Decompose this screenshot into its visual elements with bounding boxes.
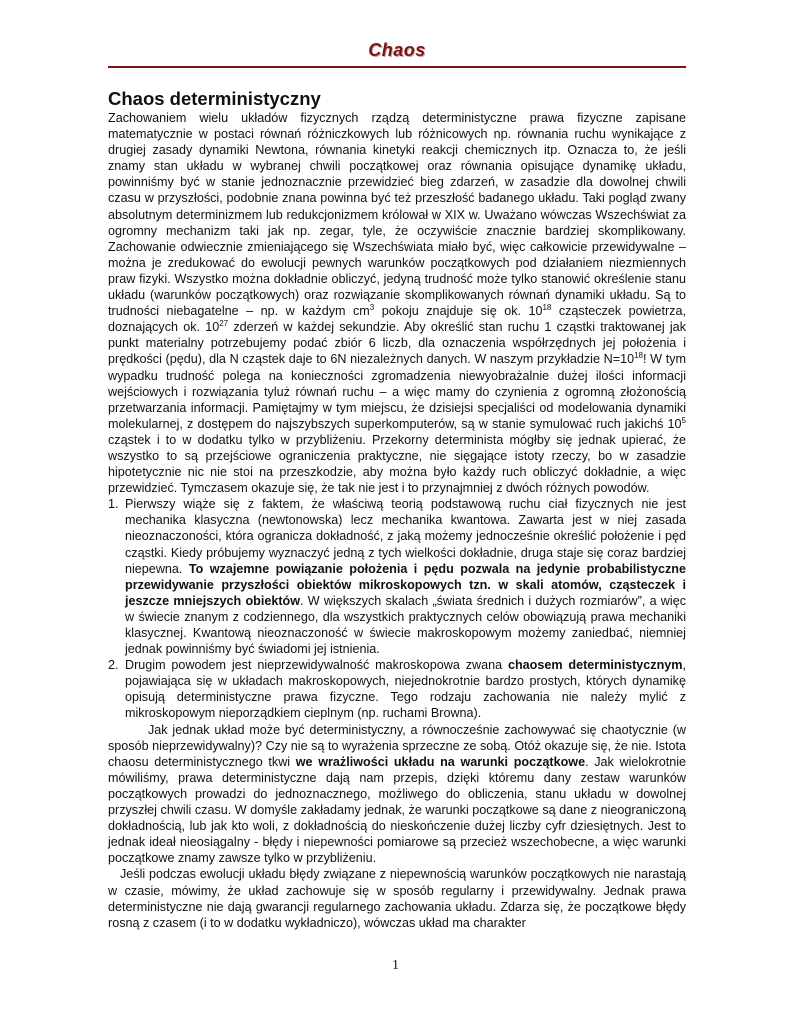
bold-text: To wzajemne powiązanie położenia i pędu pozwala na jedynie probabilistyczne przewidywanie przyszłości obiektów mikroskopowych tzn. w skali atomów, cząsteczek i jeszcze mniejszych obiektów	[125, 561, 686, 608]
paragraph-errors: Jeśli podczas ewolucji układu błędy związane z niepewnością warunków początkowych nie narastają w czasie, mówimy, że układ zachowuje się w sposób regularny i przewidywalny. Jednak prawa deterministyczne nie dają gwarancji regularnego zachowania układu. Zdarza się, że początkowe błędy rosną z czasem (i to w dodatku wykładniczo), wówczas układ ma charakter	[108, 867, 686, 930]
list-item	[108, 496, 686, 657]
header-title: Chaos	[368, 40, 426, 60]
text-run: . W większych skalach „świata średnich i dużych rozmiarów”, a więc w świecie znanym z codziennego, dla wszystkich praktycznych celów obowiązują prawa mechaniki klasycznej. Kwantową nieoznaczoność w świecie makroskopowym możemy zaniedbać, niemniej jednak powinniśmy być świadomi jej istnienia.	[125, 593, 687, 657]
header-rule	[108, 66, 686, 68]
superscript: 18	[634, 351, 643, 361]
text-run: ! W tym wypadku trudność polega na konieczności zgromadzenia niewyobrażalnie dużej ilości informacji wejściowych i rozwiązania tyluż równań ruchu – a więc mamy do czynienia z ogromną złożonością przetwarzania informacji. Pamiętajmy w tym miejscu, że dzisiejsi specjaliści od modelowania dynamiki molekularnej, z dostępem do najszybszych superkomputerów, są w stanie symulować ruch jakichś 10	[108, 352, 686, 431]
text-run: zderzeń w każdej sekundzie. Aby określić stan ruchu 1 cząstki traktowanej jak punkt materialny potrzebujemy podać zbiór 6 liczb, dla oznaczenia współrzędnych jej położenia i prędkości (pędu), dla N cząstek daje to 6N niezależnych danych. W naszym przykładzie N=10	[108, 320, 686, 367]
superscript: 27	[219, 319, 229, 329]
superscript: 18	[542, 302, 552, 312]
section-heading: Chaos deterministyczny	[108, 88, 321, 109]
paragraph-chaos	[108, 722, 686, 867]
bold-text: chaosem deterministycznym	[507, 658, 683, 673]
bold-text: we wrażliwości układu na warunki początkowe	[295, 754, 586, 769]
text-run: cząsteczek powietrza, doznających ok. 10	[108, 304, 686, 335]
text-run: Zachowaniem wielu układów fizycznych rządzą deterministyczne prawa fizyczne zapisane matematycznie w postaci równań różniczkowych lub różnicowych np. równania ruchu wynikające z drugiej zasady dynamiki Newtona, równania kinetyki reakcji chemicznych itp. Oznacza to, że jeśli znamy stan układu w wybranej chwili początkowej oraz równania opisujące dynamikę układu, powinniśmy być w stanie jednoznacznie przewidzieć bieg zdarzeń, w zasadzie dla dowolnej chwili czasu w przyszłości, podobnie znana powinna być też przeszłość badanego układu. Taki pogląd zwany absolutnym determinizmem lub redukcjonizmem królował w XIX w. Uważano wówczas Wszechświat za ogromny mechanizm taki jak np. zegar, tyle, że oczywiście znacznie bardziej skomplikowany. Zachowanie odwiecznie zmieniającego się Wszechświata miało być, więc całkowicie przewidywalne – można je zredukować do ewolucji pewnych warunków początkowych pod działaniem niezmiennych praw fizyki. Wszystko można dokładnie obliczyć, jedyną trudność może tylko stanowić określenie stanu układu (warunków początkowych) oraz rozwiązanie skomplikowanych równań dynamiki układu. Są to trudności niebagatelne – np. w każdym cm	[108, 111, 686, 319]
page-header	[108, 40, 686, 61]
list-number: 2.	[108, 658, 119, 673]
page-number: 1	[392, 958, 399, 973]
numbered-list	[108, 496, 686, 721]
superscript: 5	[681, 415, 686, 425]
paragraph-intro	[108, 110, 686, 496]
list-number: 1.	[108, 497, 119, 512]
text-run: cząstek i to w dodatku tylko w przybliżeniu. Przekorny determinista mógłby się jednak upierać, że wszystko to są przejściowe ograniczenia praktyczne, nie sięgające istoty rzeczy, bo w zasadzie hipotetycznie nic nie stoi na przeszkodzie, aby można było każdy ruch obliczyć dokładnie, a więc przewidzieć. Tymczasem okazuje się, że tak nie jest i to przynajmniej z dwóch różnych powodów.	[108, 432, 686, 496]
text-run: . Jak wielokrotnie mówiliśmy, prawa deterministyczne dają nam przepis, dzięki któremu dany zestaw warunków początkowych prowadzi do jednoznacznego, możliwego do obliczenia, stanu układu w dowolnej przyszłej chwili czasu. W domyśle zakładamy jednak, że warunki początkowe są dane z nieograniczoną dokładnością, lub jak kto woli, z dokładnością do nieskończenie dużej liczby cyfr dziesiętnych. Jest to jednak ideał nieosiągalny - błędy i niepewności pomiarowe są przecież wszechobecne, a więc warunki początkowe znamy zawsze tylko w przybliżeniu.	[108, 754, 686, 866]
list-item	[108, 657, 686, 721]
text-run: Pierwszy wiąże się z faktem, że właściwą teorią podstawową ruchu ciał fizycznych nie jest mechanika klasyczna (newtonowska) lecz mechanika kwantowa. Zawarta jest w niej zasada nieoznaczoności, która ogranicza dokładność, z jaką możemy jednocześnie określić położenie i pęd cząstki. Kiedy próbujemy wyznaczyć jedną z tych wielkości dokładnie, druga staje się coraz bardziej niepewna.	[125, 497, 686, 576]
text-run: Drugim powodem jest nieprzewidywalność makroskopowa zwana	[125, 658, 508, 673]
text-run: Jak jednak układ może być deterministyczny, a równocześnie zachowywać się chaotycznie (w sposób nieprzewidywalny)? Czy nie są to wyrażenia sprzeczne ze sobą. Otóż okazuje się, że nie. Istota chaosu deterministycznego tkwi	[108, 722, 686, 769]
superscript: 3	[369, 302, 375, 312]
text-run: , pojawiająca się w układach makroskopowych, niejednokrotnie bardzo prostych, których dynamikę opisują deterministyczne prawa fizyczne. Tego rodzaju zachowania nie należy mylić z mikroskopowym nieporządkiem cieplnym (np. ruchami Browna).	[125, 658, 686, 721]
document-body	[108, 88, 686, 931]
text-run: pokoju znajduje się ok. 10	[374, 304, 543, 319]
